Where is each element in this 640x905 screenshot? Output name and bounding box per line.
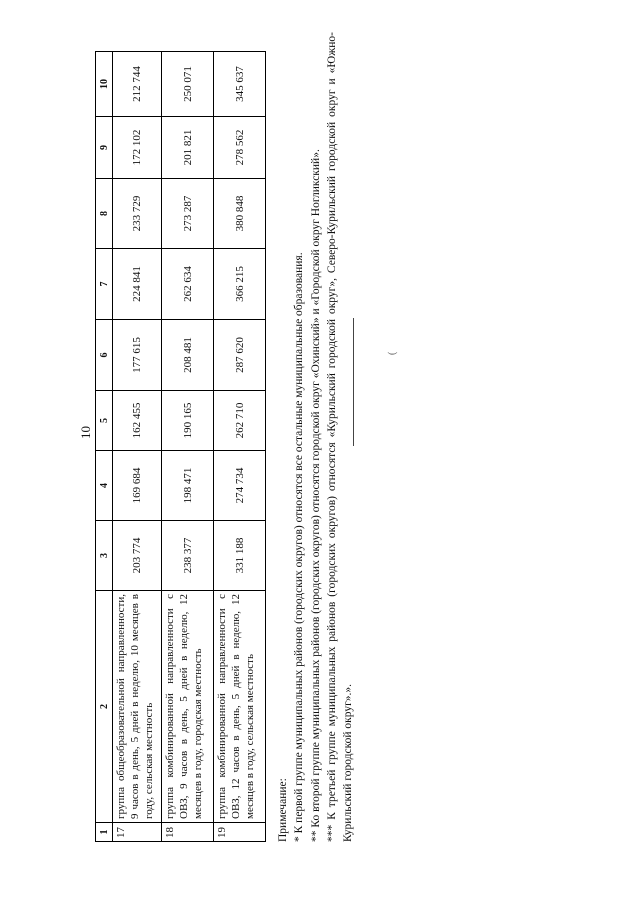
table-cell: 177 615 (113, 320, 162, 391)
column-header: 6 (96, 320, 113, 391)
table-cell: 331 188 (214, 521, 266, 591)
column-header: 4 (96, 451, 113, 521)
note-third-group: *** К третьей группе муниципальных районов (городских округов) относятся «Курильский городской округ», Северо-Курильский городской округ и «Южно-Курильский городской округ».». (325, 32, 355, 842)
column-header: 9 (96, 117, 113, 179)
table-cell: 238 377 (162, 521, 214, 591)
table-cell: 212 744 (113, 52, 162, 117)
notes-section (275, 32, 357, 842)
cost-table (95, 51, 266, 842)
table-row (162, 52, 214, 842)
row-description: группа общеобразовательной направленности, 9 часов в день, 5 дней в неделю, 10 месяцев в году, сельская местность (113, 591, 162, 823)
row-description: группа комбинированной направленности с ОВЗ, 12 часов в день, 5 дней в неделю, 12 месяцев в году, сельская местность (214, 591, 266, 823)
table-cell: 203 774 (113, 521, 162, 591)
table-cell: 278 562 (214, 117, 266, 179)
closing-rule (353, 318, 354, 446)
table-cell: 273 287 (162, 179, 214, 249)
row-description: группа комбинированной направленности с ОВЗ, 9 часов в день, 5 дней в неделю, 12 месяцев в году, городская местность (162, 591, 214, 823)
row-number: 18 (162, 823, 214, 842)
stray-mark: ( (387, 351, 398, 355)
table-cell: 262 710 (214, 391, 266, 451)
page-number: 10 (78, 426, 93, 439)
column-header: 3 (96, 521, 113, 591)
notes-title: Примечание: (277, 778, 289, 842)
table-cell: 380 848 (214, 179, 266, 249)
note-first-group: * К первой группе муниципальных районов (городских округов) относятся все остальные муниципальные образования. (293, 252, 306, 842)
table-cell: 201 821 (162, 117, 214, 179)
table-cell: 250 071 (162, 52, 214, 117)
table-cell: 162 455 (113, 391, 162, 451)
note-second-group: ** Ко второй группе муниципальных районов (городских округов) относятся городской округ «Охинский» и «Городской округ Ногликский». (309, 149, 322, 842)
table-cell: 190 165 (162, 391, 214, 451)
table-cell: 233 729 (113, 179, 162, 249)
table-cell: 198 471 (162, 451, 214, 521)
table-cell: 172 102 (113, 117, 162, 179)
column-header: 2 (96, 591, 113, 823)
column-header: 10 (96, 52, 113, 117)
table-cell: 287 620 (214, 320, 266, 391)
table-row (113, 52, 162, 842)
table-cell: 224 841 (113, 249, 162, 320)
column-header: 1 (96, 823, 113, 842)
table-row (214, 52, 266, 842)
row-number: 19 (214, 823, 266, 842)
table-cell: 274 734 (214, 451, 266, 521)
column-header: 5 (96, 391, 113, 451)
table-header-row (96, 52, 113, 842)
column-header: 8 (96, 179, 113, 249)
table-cell: 262 634 (162, 249, 214, 320)
table-cell: 208 481 (162, 320, 214, 391)
table-cell: 366 215 (214, 249, 266, 320)
rotated-page (78, 32, 420, 842)
table-cell: 345 637 (214, 52, 266, 117)
table-cell: 169 684 (113, 451, 162, 521)
column-header: 7 (96, 249, 113, 320)
row-number: 17 (113, 823, 162, 842)
